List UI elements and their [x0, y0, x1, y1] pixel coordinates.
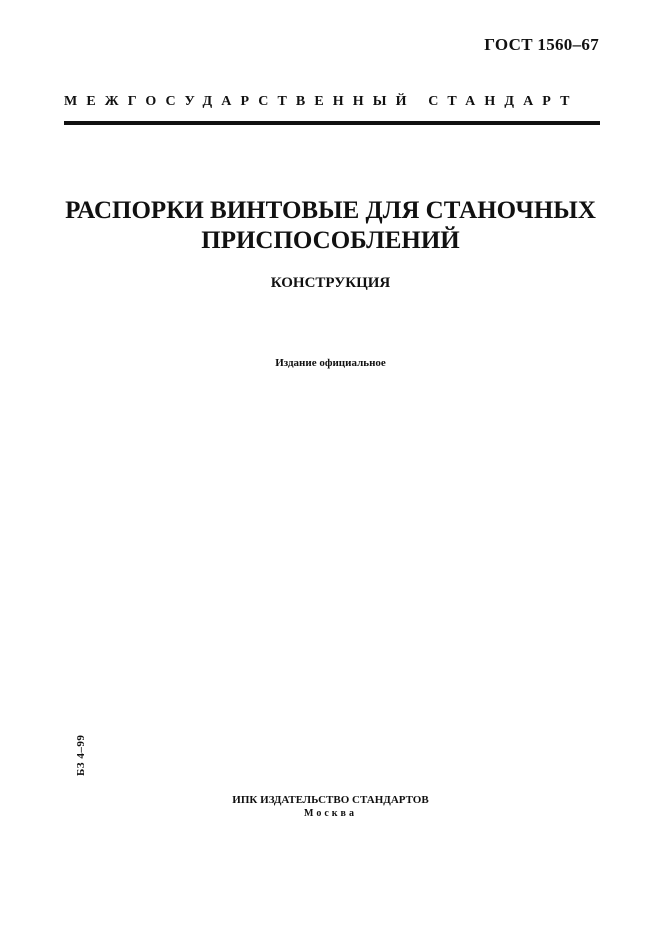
- document-title: [0, 196, 661, 256]
- side-code: БЗ 4–99: [75, 734, 87, 776]
- title-line-2: ПРИСПОСОБЛЕНИЙ: [201, 227, 460, 254]
- publisher-name: ИПК ИЗДАТЕЛЬСТВО СТАНДАРТОВ: [232, 794, 429, 806]
- document-subtitle: КОНСТРУКЦИЯ: [270, 275, 391, 291]
- interstate-standard-label: МЕЖГОСУДАРСТВЕННЫЙ СТАНДАРТ: [64, 94, 579, 109]
- publisher-city: Москва: [304, 808, 357, 819]
- title-line-1: РАСПОРКИ ВИНТОВЫЕ ДЛЯ СТАНОЧНЫХ: [65, 197, 596, 224]
- edition-note: Издание официальное: [275, 357, 386, 369]
- header-rule: [64, 121, 600, 125]
- document-code: ГОСТ 1560–67: [484, 35, 599, 54]
